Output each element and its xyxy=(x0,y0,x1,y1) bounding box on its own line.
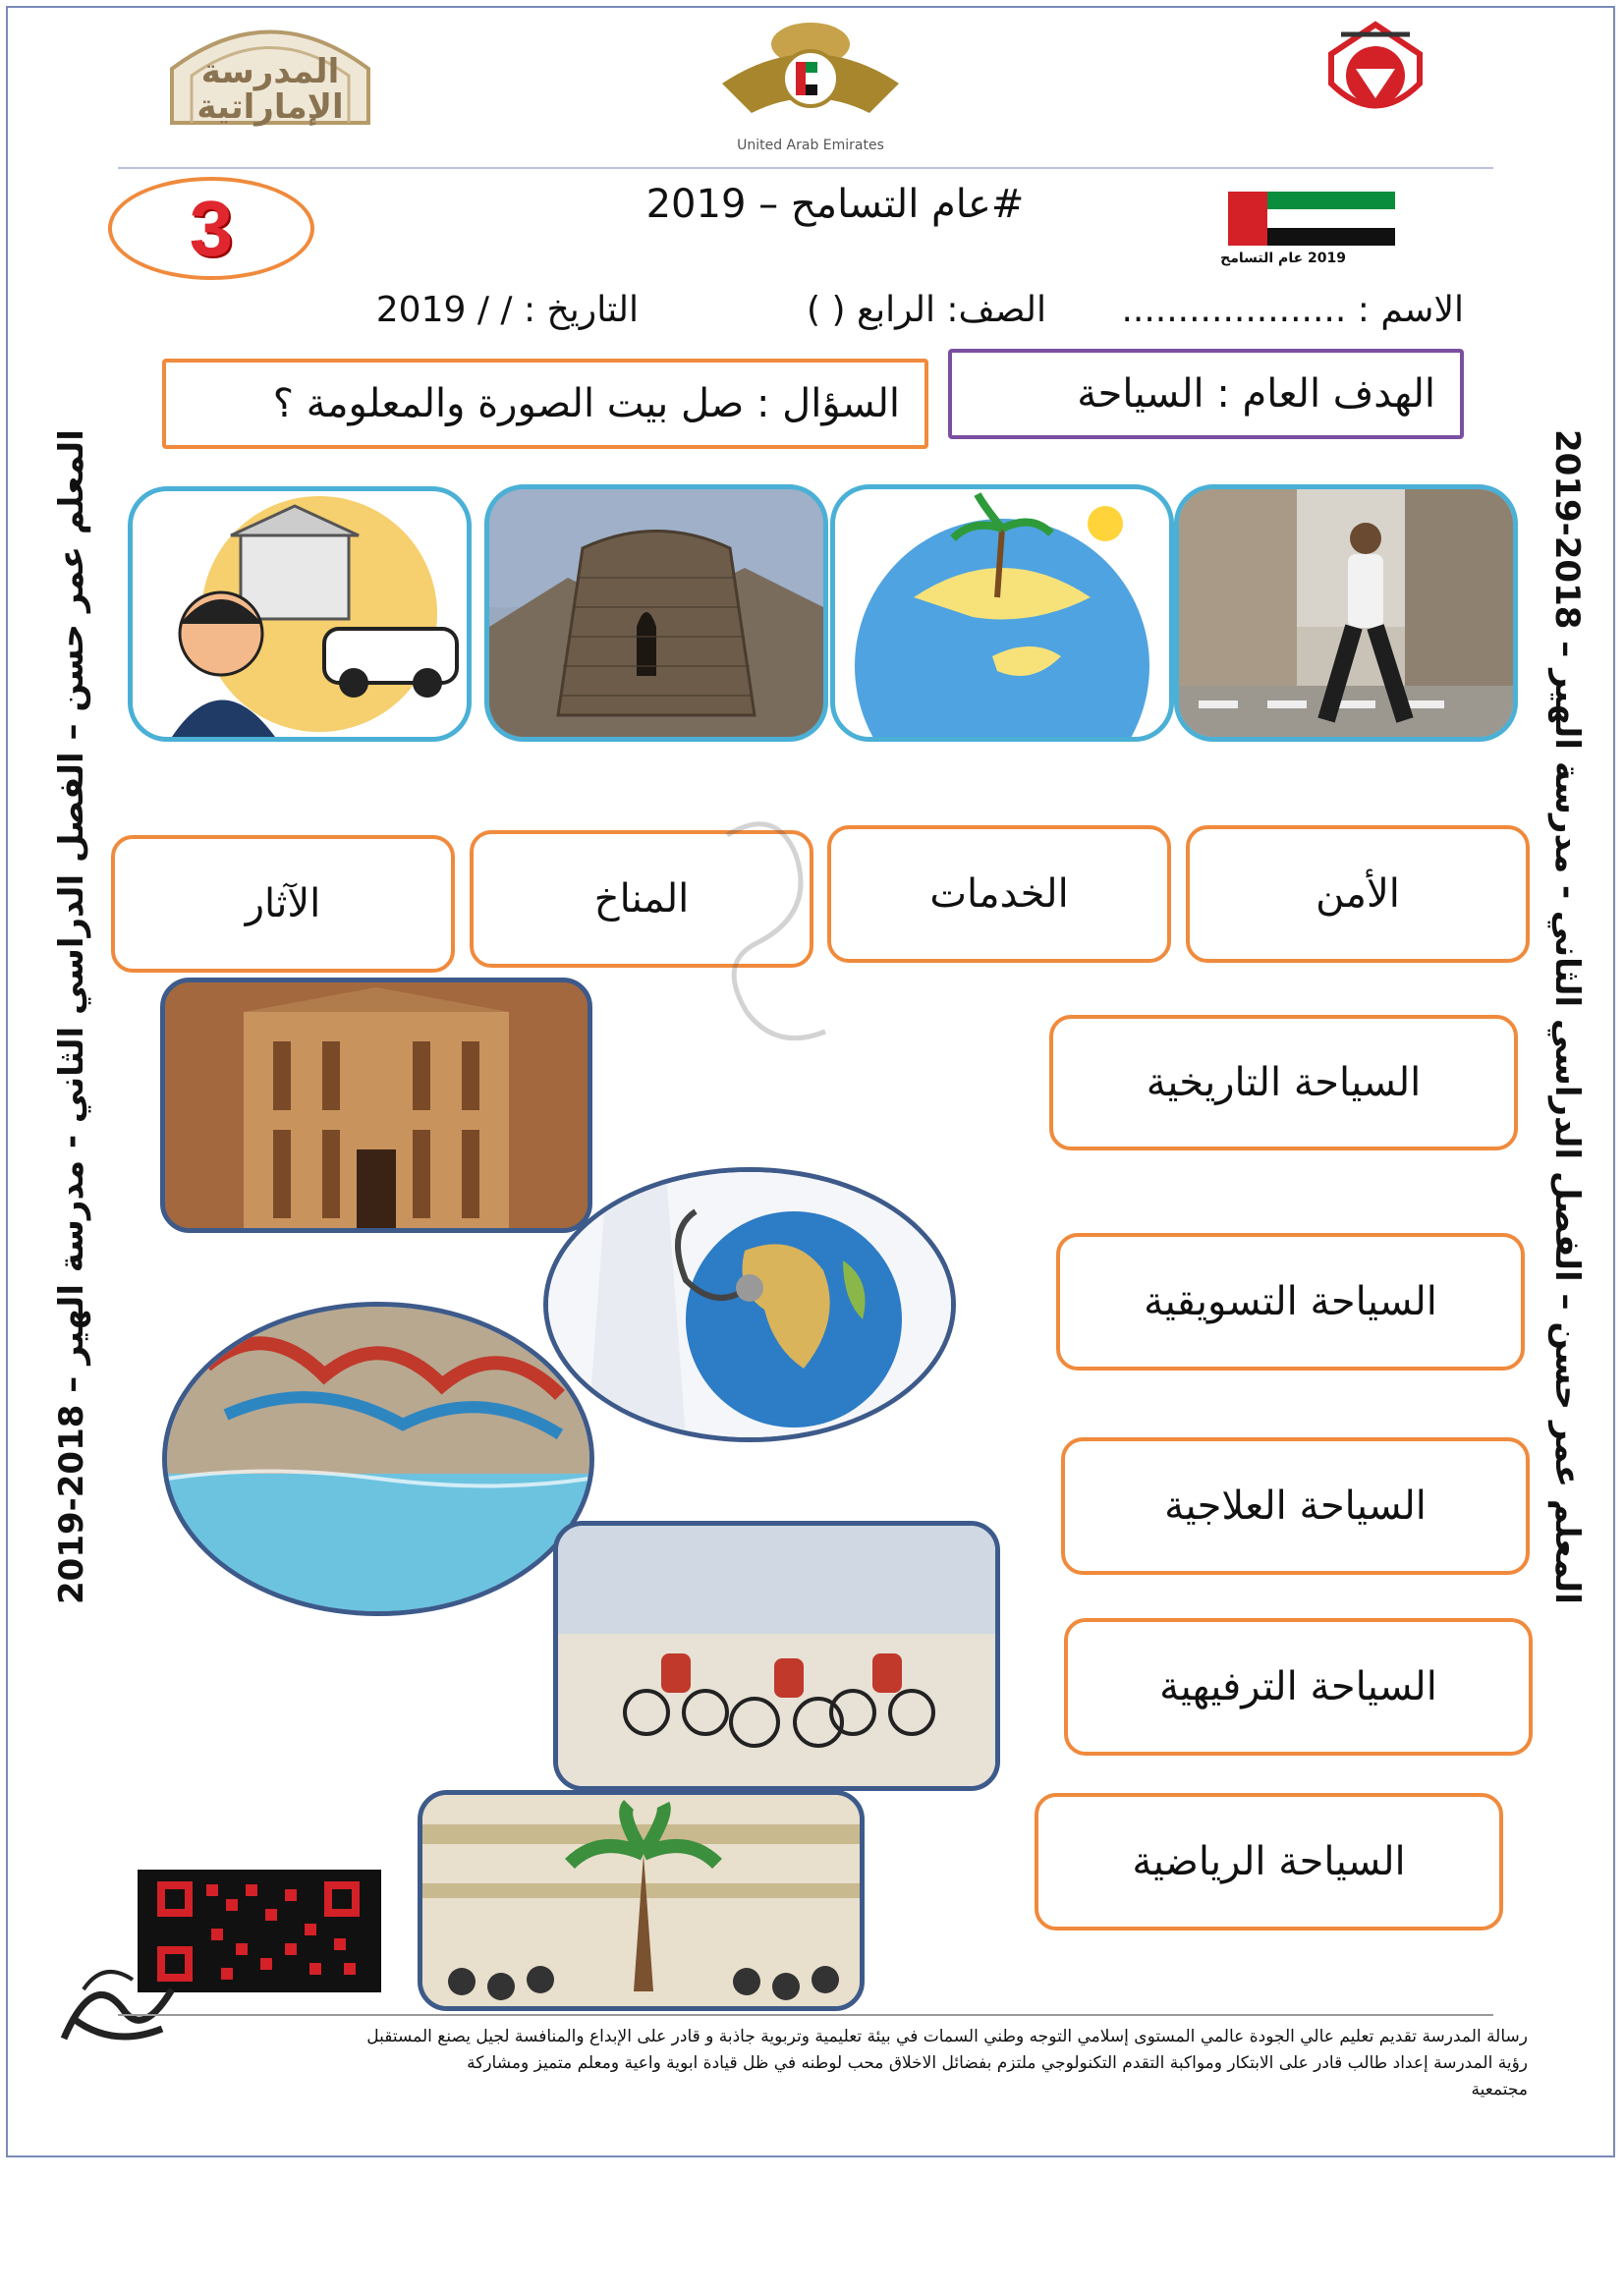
lesson-badge xyxy=(108,177,314,280)
school-logo-text: المدرسة الإماراتية xyxy=(196,52,344,127)
side-text-left: المعلم عمر حسن – الفصل الدراسي الثاني - مدرسة الهير – 2018-2019 xyxy=(52,429,91,1604)
factor-label-antiquities[interactable]: الآثار xyxy=(111,835,455,973)
tourism-medical-box[interactable]: السياحة العلاجية xyxy=(1061,1437,1530,1575)
year-slogan: #عام التسامح – 2019 xyxy=(645,182,1025,227)
school-vision-end: مجتمعية xyxy=(1471,2080,1528,2099)
factor-label-services[interactable]: الخدمات xyxy=(827,825,1171,963)
question-box: السؤال : صل بيت الصورة والمعلومة ؟ xyxy=(162,359,928,449)
goal-box: الهدف العام : السياحة xyxy=(948,349,1464,439)
flag-caption: 2019 عام التسامح xyxy=(1220,251,1346,266)
waterpark-image[interactable] xyxy=(162,1302,594,1616)
name-label: الاسم : .................... xyxy=(1121,290,1464,330)
footer-divider xyxy=(118,2014,1493,2016)
climate-globe-image[interactable] xyxy=(830,484,1174,742)
shopping-mall-image[interactable] xyxy=(418,1790,865,2011)
security-image[interactable] xyxy=(128,486,472,742)
header-divider xyxy=(118,167,1493,169)
factor-label-security[interactable]: الأمن xyxy=(1186,825,1530,963)
uae-emblem-icon xyxy=(702,15,919,133)
grade-label: الصف: الرابع ( ) xyxy=(806,290,1046,330)
petra-historic-image[interactable] xyxy=(160,978,592,1233)
school-vision: رؤية المدرسة إعداد طالب قادر على الابتكار ومواكبة التقدم التكنولوجي ملتزم بفضائل الاخلاق محب لوطنه في ظل قيادة ابوية واعية ومعلم متميز ومشاركة xyxy=(467,2053,1528,2073)
emblem-caption: United Arab Emirates xyxy=(737,138,884,153)
tourism-historical-box[interactable]: السياحة التاريخية xyxy=(1049,1015,1518,1150)
watermark-doodle xyxy=(688,796,865,1071)
ruins-image[interactable] xyxy=(484,484,828,742)
pedestrian-street-image[interactable] xyxy=(1174,484,1518,742)
lesson-number: 3 xyxy=(189,184,234,272)
date-label: التاريخ : / / 2019 xyxy=(375,290,639,330)
uae-flag-icon xyxy=(1228,192,1395,246)
tourism-entertainment-box[interactable]: السياحة الترفيهية xyxy=(1064,1618,1533,1756)
abu-dhabi-logo-icon xyxy=(1302,15,1449,133)
medical-globe-image[interactable] xyxy=(543,1167,956,1442)
side-text-right: المعلم عمر حسن – الفصل الدراسي الثاني - مدرسة الهير – 2018-2019 xyxy=(1547,429,1587,1604)
school-mission: رسالة المدرسة تقديم تعليم عالي الجودة عالمي المستوى إسلامي التوجه وطني السمات في بيئة تعليمية وتربوية جاذبة و قادر على الإبداع والمنافسة لجيل يصنع المستقبل xyxy=(366,2027,1528,2046)
cycling-sports-image[interactable] xyxy=(553,1521,1000,1791)
tourism-sports-box[interactable]: السياحة الرياضية xyxy=(1035,1793,1503,1931)
tourism-shopping-box[interactable]: السياحة التسويقية xyxy=(1056,1233,1525,1371)
factor-label-climate[interactable]: المناخ xyxy=(470,830,813,968)
